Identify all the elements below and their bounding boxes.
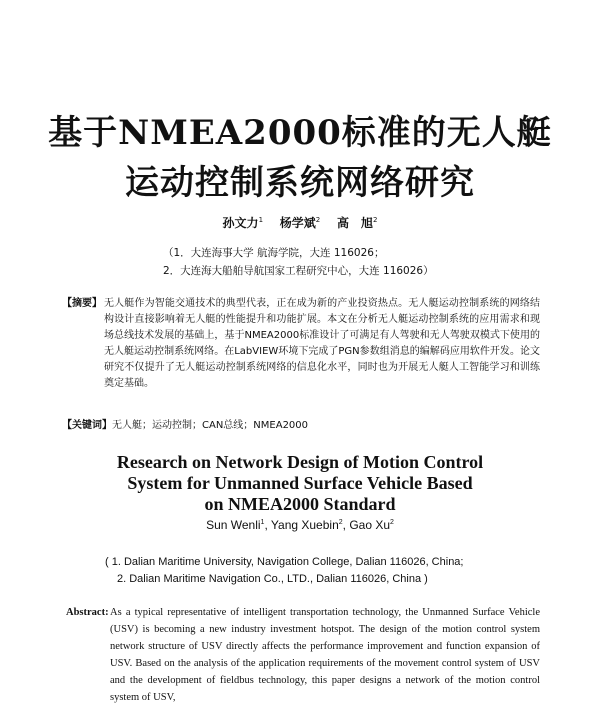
author-name: 杨学斌: [279, 216, 316, 230]
author-affiliation-mark: 1: [260, 519, 265, 526]
chinese-title-line-2: 运动控制系统网络研究: [125, 163, 475, 203]
chinese-keywords: [62, 416, 308, 431]
english-abstract-text: As a typical representative of intelligent transportation technology, the Unmanned Surface Vehicle (USV) is becoming a new industry investment hotspot. The design of the motion control system network structure of USV directly affects the performance improvement and function expansion of USV. Based on the analysis of the application requirements of the movement control system of USV and the development of fieldbus technology, this paper designs a network of the motion control system of USV,: [110, 607, 540, 703]
author-name: Sun Wenli: [206, 518, 261, 532]
chinese-affiliation-1: （1．大连海事大学 航海学院，大连 116026；: [163, 247, 385, 259]
chinese-keywords-text: 无人艇；运动控制；CAN总线；NMEA2000: [112, 420, 309, 431]
english-authors: Sun Wenli$^1$, Yang Xuebin$^2$, Gao Xu$^2$: [206, 518, 394, 532]
author-name: 孙文力: [222, 216, 259, 230]
author-affiliation-mark: 2: [338, 519, 343, 526]
chinese-abstract-label: 【摘要】: [62, 298, 102, 309]
english-title-line-3: on NMEA2000 Standard: [204, 494, 396, 514]
author-affiliation-mark: 2: [372, 216, 378, 224]
english-affiliation-2: 2. Dalian Maritime Navigation Co., LTD., Dalian 116026, China ): [117, 573, 428, 585]
english-affiliation-1: ( 1. Dalian Maritime University, Navigation College, Dalian 116026, China;: [105, 556, 464, 568]
author-name: Yang Xuebin: [270, 518, 339, 532]
chinese-abstract: [62, 296, 540, 392]
chinese-abstract-text: 无人艇作为智能交通技术的典型代表，正在成为新的产业投资热点。无人艇运动控制系统的网络结构设计直接影响着无人艇的性能提升和功能扩展。本文在分析无人艇运动控制系统的应用需求和现场总线技术发展的基础上，基于NMEA2000标准设计了可满足有人驾驶和无人驾驶双模式下使用的无人艇运动控制系统网络。在LabVIEW环境下完成了PGN参数组消息的编解码应用软件开发。论文研究不仅提升了无人艇运动控制系统网络的信息化水平，同时也为开展无人艇人工智能学习和训练奠定基础。: [104, 298, 540, 389]
author-affiliation-mark: 2: [315, 216, 321, 224]
english-abstract-label: Abstract:: [66, 607, 109, 618]
english-title-line-1: Research on Network Design of Motion Control: [116, 452, 484, 472]
author-affiliation-mark: 1: [258, 216, 264, 224]
chinese-title-line-1: 基于NMEA2000标准的无人艇: [48, 113, 552, 153]
chinese-affiliation-2: 2．大连海大船舶导航国家工程研究中心，大连 116026）: [163, 265, 434, 277]
author-name: Gao Xu: [349, 518, 391, 532]
chinese-authors: [0, 214, 600, 231]
english-abstract: [66, 604, 540, 706]
author-name: 高 旭: [336, 216, 373, 230]
chinese-keywords-label: 【关键词】: [62, 420, 112, 431]
author-affiliation-mark: 2: [390, 519, 394, 526]
english-title-line-2: System for Unmanned Surface Vehicle Based: [127, 473, 473, 493]
